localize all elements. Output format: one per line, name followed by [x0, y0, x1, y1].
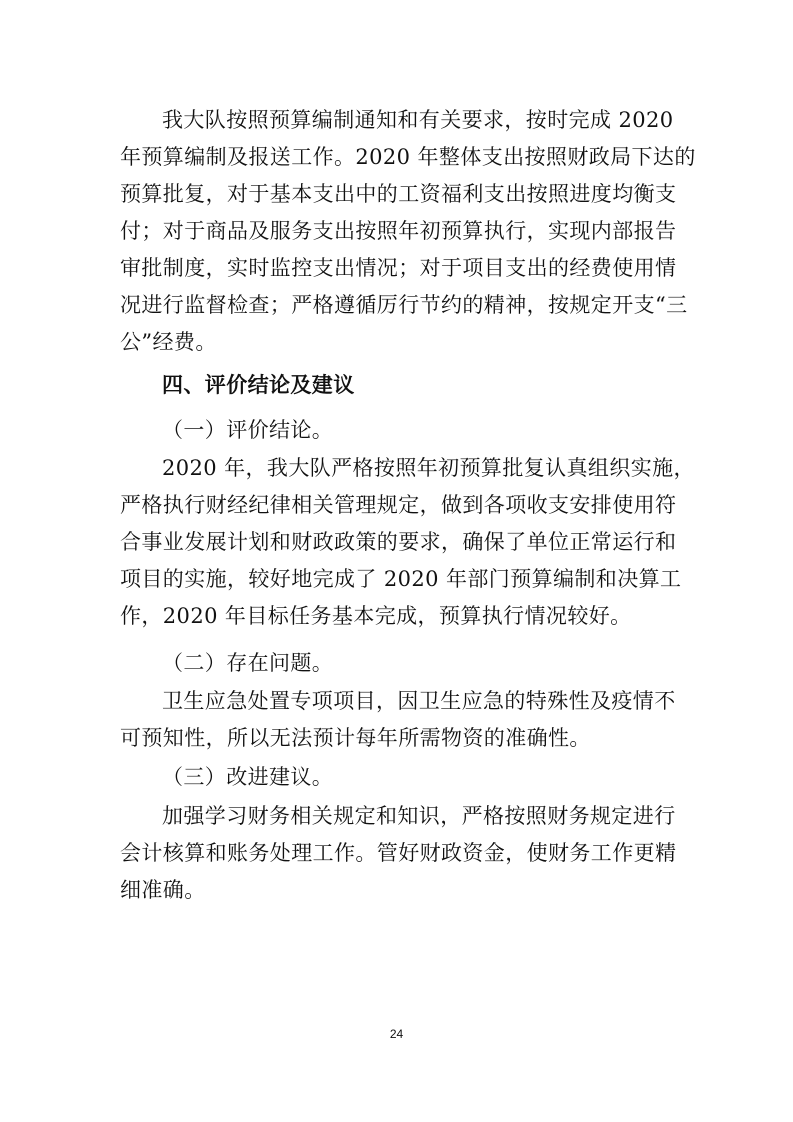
paragraph-line: 卫生应急处置专项项目，因卫生应急的特殊性及疫情不: [162, 689, 676, 713]
subsection-heading: （一）评价结论。: [162, 418, 334, 442]
subsection-heading: （二）存在问题。: [162, 651, 334, 675]
paragraph-line: 作，2020 年目标任务基本完成，预算执行情况较好。: [120, 604, 632, 628]
section-heading: 四、评价结论及建议: [162, 373, 355, 397]
subsection-heading: （三）改进建议。: [162, 765, 334, 789]
paragraph-line: 年预算编制及报送工作。2020 年整体支出按照财政局下达的: [120, 145, 696, 169]
paragraph-line: 2020 年，我大队严格按照年初预算批复认真组织实施，: [162, 456, 695, 480]
paragraph-line: 细准确。: [120, 878, 206, 902]
paragraph-line: 合事业发展计划和财政政策的要求，确保了单位正常运行和: [120, 530, 677, 554]
paragraph-line: 可预知性，所以无法预计每年所需物资的准确性。: [120, 726, 591, 750]
paragraph-line: 项目的实施，较好地完成了 2020 年部门预算编制和决算工: [120, 567, 682, 591]
paragraph-line: 预算批复，对于基本支出中的工资福利支出按照进度均衡支: [120, 182, 677, 206]
paragraph-line: 审批制度，实时监控支出情况；对于项目支出的经费使用情: [120, 256, 677, 280]
paragraph-line: 会计核算和账务处理工作。管好财政资金，使财务工作更精: [120, 841, 677, 865]
paragraph-line: 我大队按照预算编制通知和有关要求，按时完成 2020: [162, 108, 674, 132]
paragraph-line: 严格执行财经纪律相关管理规定，做到各项收支安排使用符: [120, 493, 677, 517]
paragraph-line: 付；对于商品及服务支出按照年初预算执行，实现内部报告: [120, 219, 677, 243]
page-number: 24: [389, 1027, 404, 1041]
paragraph-line: 公”经费。: [120, 330, 217, 354]
paragraph-line: 加强学习财务相关规定和知识，严格按照财务规定进行: [162, 804, 676, 828]
paragraph-line: 况进行监督检查；严格遵循厉行节约的精神，按规定开支“三: [120, 293, 688, 317]
